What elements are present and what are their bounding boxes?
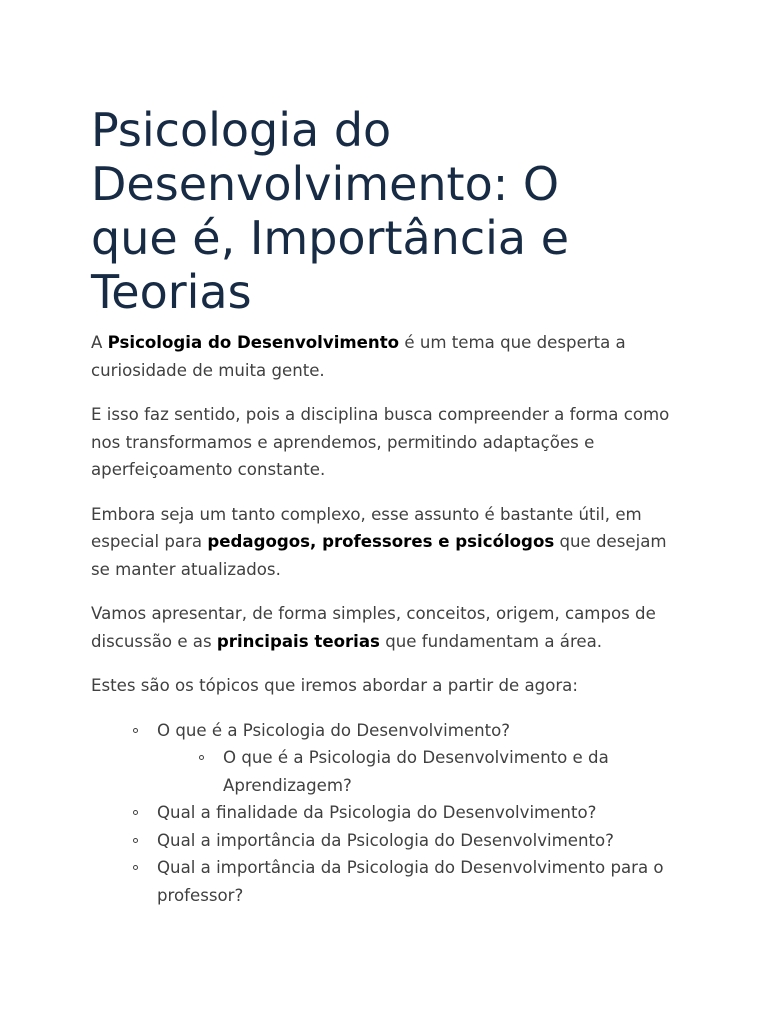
list-item-label: Qual a importância da Psicologia do Desenvolvimento para o professor?: [157, 858, 664, 905]
page-title: Psicologia do Desenvolvimento: O que é, Importância e Teorias: [91, 103, 570, 319]
list-item[interactable]: [157, 717, 684, 800]
intro-emphasis: Psicologia do Desenvolvimento: [107, 333, 400, 352]
audience-text-after: que desejam se manter atualizados.: [91, 532, 667, 579]
list-item-label: Qual a finalidade da Psicologia do Desenvolvimento?: [157, 803, 597, 822]
list-item-label: O que é a Psicologia do Desenvolvimento e da Aprendizagem?: [223, 748, 609, 795]
audience-emphasis: pedagogos, professores e psicólogos: [207, 532, 555, 551]
scope-text-before: Vamos apresentar, de forma simples, conceitos, origem, campos de discussão e as: [91, 604, 656, 651]
intro-paragraph: [91, 329, 684, 384]
list-item-label: O que é a Psicologia do Desenvolvimento?: [157, 720, 511, 740]
hollow-circle-bullet-icon: [133, 838, 138, 843]
topics-list: [91, 717, 684, 910]
topics-intro-paragraph: Estes são os tópicos que iremos abordar a partir de agora:: [91, 676, 578, 695]
intro-text-before: A: [91, 333, 108, 352]
intro-text-after: é um tema que desperta a curiosidade de muita gente.: [91, 333, 626, 380]
audience-paragraph: [91, 501, 684, 584]
scope-paragraph: [91, 600, 684, 655]
scope-emphasis: principais teorias: [216, 631, 380, 651]
hollow-circle-bullet-icon: [133, 865, 138, 870]
list-item[interactable]: [157, 799, 684, 827]
list-item-label: Qual a importância da Psicologia do Desenvolvimento?: [157, 830, 614, 850]
scope-text-after: que fundamentam a área.: [379, 631, 603, 651]
hollow-circle-bullet-icon: [133, 810, 138, 815]
context-paragraph: E isso faz sentido, pois a disciplina busca compreender a forma como nos transformamos e aprendemos, permitindo adaptações e aperfeiçoamento constante.: [91, 405, 670, 479]
hollow-circle-bullet-icon: [133, 728, 138, 733]
list-item[interactable]: [223, 744, 684, 799]
hollow-circle-bullet-icon: [199, 755, 204, 760]
list-item[interactable]: [157, 854, 684, 909]
subtopics-list: [157, 744, 684, 799]
list-item[interactable]: [157, 827, 684, 855]
audience-text-before: Embora seja um tanto complexo, esse assunto é bastante útil, em especial para: [91, 504, 642, 551]
